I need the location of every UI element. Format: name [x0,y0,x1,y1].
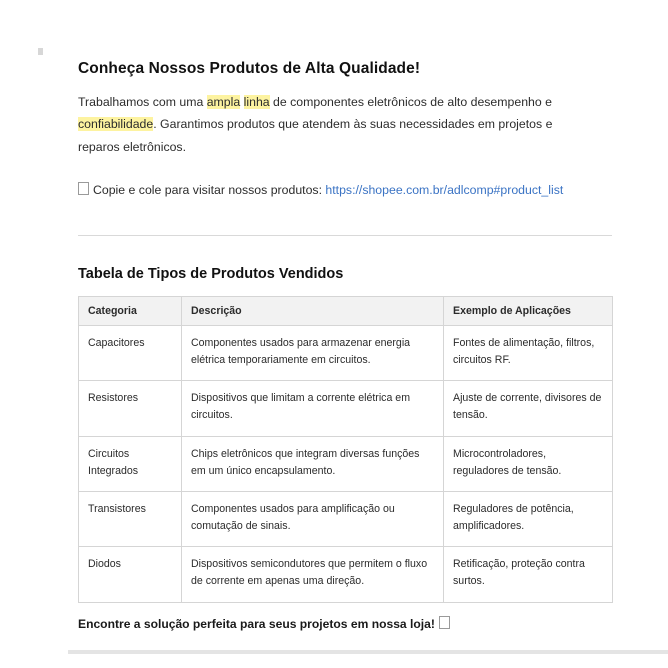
cell-exemplo: Retificação, proteção contra surtos. [444,547,613,602]
intro-paragraph [78,91,593,158]
cell-categoria: Circuitos Integrados [79,436,182,491]
paragraph-text-2: de componentes eletrônicos de alto desempenho e [269,95,552,109]
products-table [78,296,613,603]
cell-descricao: Chips eletrônicos que integram diversas funções em um único encapsulamento. [182,436,444,491]
highlighted-word-linha: linha [243,95,270,109]
margin-marker [38,48,43,55]
table-row [79,491,613,546]
store-link-line [78,180,638,201]
closing-text: Encontre a solução perfeita para seus projetos em nossa loja! [78,616,435,631]
table-row [79,326,613,381]
link-line-prefix: Copie e cole para visitar nossos produtos: [93,183,326,198]
cell-descricao: Componentes usados para amplificação ou comutação de sinais. [182,491,444,546]
table-title: Tabela de Tipos de Produtos Vendidos [78,266,344,283]
table-row [79,436,613,491]
table-row [79,381,613,436]
document-body [78,0,638,631]
cell-descricao: Dispositivos que limitam a corrente elétrica em circuitos. [182,381,444,436]
bottom-scroll-bar[interactable] [68,650,668,654]
cell-exemplo: Reguladores de potência, amplificadores. [444,491,613,546]
product-list-link[interactable]: https://shopee.com.br/adlcomp#product_list [325,183,564,198]
column-header-exemplo: Exemplo de Aplicações [444,297,613,326]
column-header-categoria: Categoria [79,297,182,326]
highlighted-word-ampla: ampla [206,95,241,109]
cell-descricao: Dispositivos semicondutores que permitem o fluxo de corrente em apenas uma direção. [182,547,444,602]
cell-exemplo: Microcontroladores, reguladores de tensão. [444,436,613,491]
cell-categoria: Capacitores [79,326,182,381]
cell-categoria: Resistores [79,381,182,436]
missing-glyph-icon [439,616,450,629]
closing-line [78,616,638,631]
missing-glyph-icon [78,182,89,195]
cell-descricao: Componentes usados para armazenar energia elétrica temporariamente em circuitos. [182,326,444,381]
cell-categoria: Transistores [79,491,182,546]
page-title: Conheça Nossos Produtos de Alta Qualidade! [78,60,421,77]
paragraph-text-1: Trabalhamos com uma [78,95,207,109]
highlighted-word-confiabilidade: confiabilidade [78,117,154,132]
left-margin [0,0,38,668]
paragraph-text-3: . Garantimos produtos que atendem às suas necessidades em projetos e reparos eletrônicos. [78,117,553,154]
cell-exemplo: Ajuste de corrente, divisores de tensão. [444,381,613,436]
cell-categoria: Diodos [79,547,182,602]
column-header-descricao: Descrição [182,297,444,326]
table-row [79,547,613,602]
cell-exemplo: Fontes de alimentação, filtros, circuitos RF. [444,326,613,381]
section-divider [78,235,612,236]
table-header-row [79,297,613,326]
